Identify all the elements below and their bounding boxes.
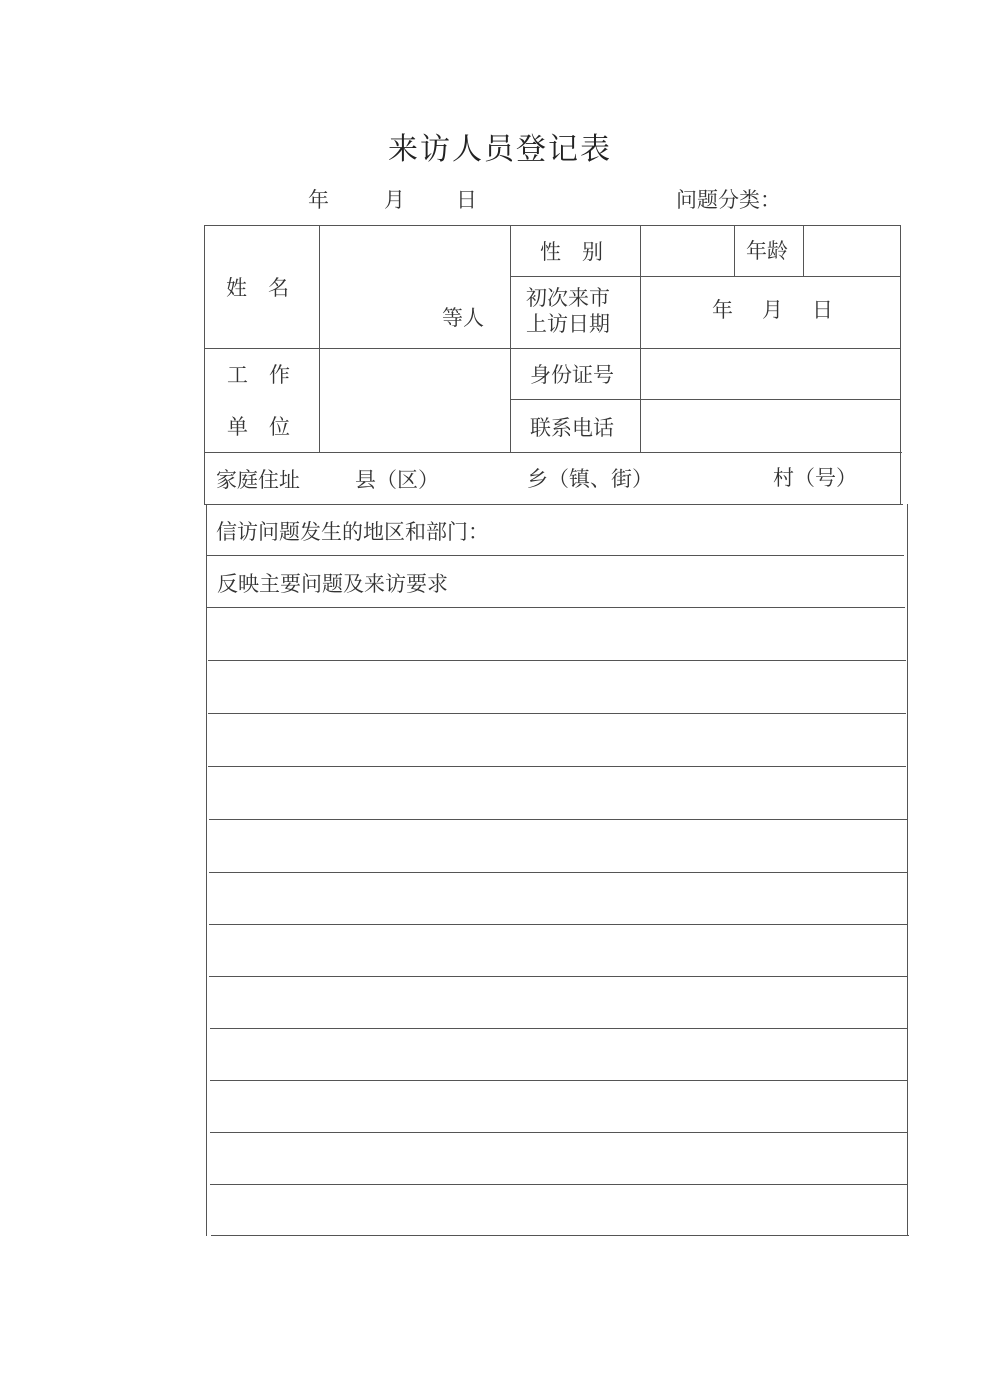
- first-visit-month: 月: [762, 298, 783, 322]
- table-border-left-upper: [204, 225, 205, 505]
- table-border-right-upper: [900, 225, 901, 505]
- issue-writing-line[interactable]: [210, 714, 908, 766]
- date-year-label: 年: [308, 188, 329, 212]
- gender-field[interactable]: [641, 226, 734, 276]
- address-town: 乡（镇、街）: [527, 467, 653, 491]
- gender-label: 性 别: [540, 240, 603, 264]
- location-field[interactable]: [500, 505, 900, 555]
- date-day-label: 日: [456, 188, 477, 212]
- row-divider-location: [206, 555, 904, 556]
- phone-field[interactable]: [641, 400, 900, 452]
- work-unit-field[interactable]: [320, 349, 510, 452]
- name-suffix: 等人: [442, 306, 484, 330]
- location-label: 信访问题发生的地区和部门：: [216, 520, 489, 544]
- table-border-top: [204, 225, 900, 226]
- form-title: 来访人员登记表: [388, 132, 612, 167]
- date-month-label: 月: [384, 188, 405, 212]
- issue-writing-line[interactable]: [210, 661, 908, 713]
- issue-writing-line[interactable]: [210, 608, 908, 660]
- issue-writing-line[interactable]: [210, 977, 908, 1029]
- first-visit-label-line1: 初次来市: [526, 286, 610, 310]
- id-number-field[interactable]: [641, 349, 900, 399]
- phone-label: 联系电话: [530, 416, 614, 440]
- issue-writing-line[interactable]: [210, 767, 908, 819]
- issue-writing-line[interactable]: [210, 820, 908, 872]
- issue-writing-line[interactable]: [210, 1133, 908, 1185]
- id-label: 身份证号: [530, 363, 614, 387]
- address-label: 家庭住址: [216, 468, 300, 492]
- name-label: 姓 名: [226, 276, 289, 300]
- work-label-line2: 单 位: [227, 415, 290, 439]
- col-divider-middle: [510, 225, 511, 453]
- col-divider-age-label: [734, 225, 735, 277]
- category-label: 问题分类：: [676, 188, 781, 212]
- issue-writing-line[interactable]: [210, 925, 908, 977]
- address-village: 村（号）: [773, 466, 857, 490]
- first-visit-label-line2: 上访日期: [526, 312, 610, 336]
- age-label: 年龄: [746, 239, 788, 263]
- issue-label: 反映主要问题及来访要求: [217, 572, 448, 596]
- table-border-left-lower: [206, 504, 207, 1236]
- issue-writing-line[interactable]: [210, 873, 908, 925]
- first-visit-day: 日: [812, 298, 833, 322]
- age-field[interactable]: [804, 226, 900, 276]
- issue-writing-line[interactable]: [210, 1029, 908, 1081]
- issue-writing-line[interactable]: [210, 1185, 908, 1237]
- work-label-line1: 工 作: [227, 363, 290, 387]
- first-visit-year: 年: [712, 298, 733, 322]
- address-county: 县（区）: [355, 468, 439, 492]
- issue-writing-line[interactable]: [210, 1081, 908, 1133]
